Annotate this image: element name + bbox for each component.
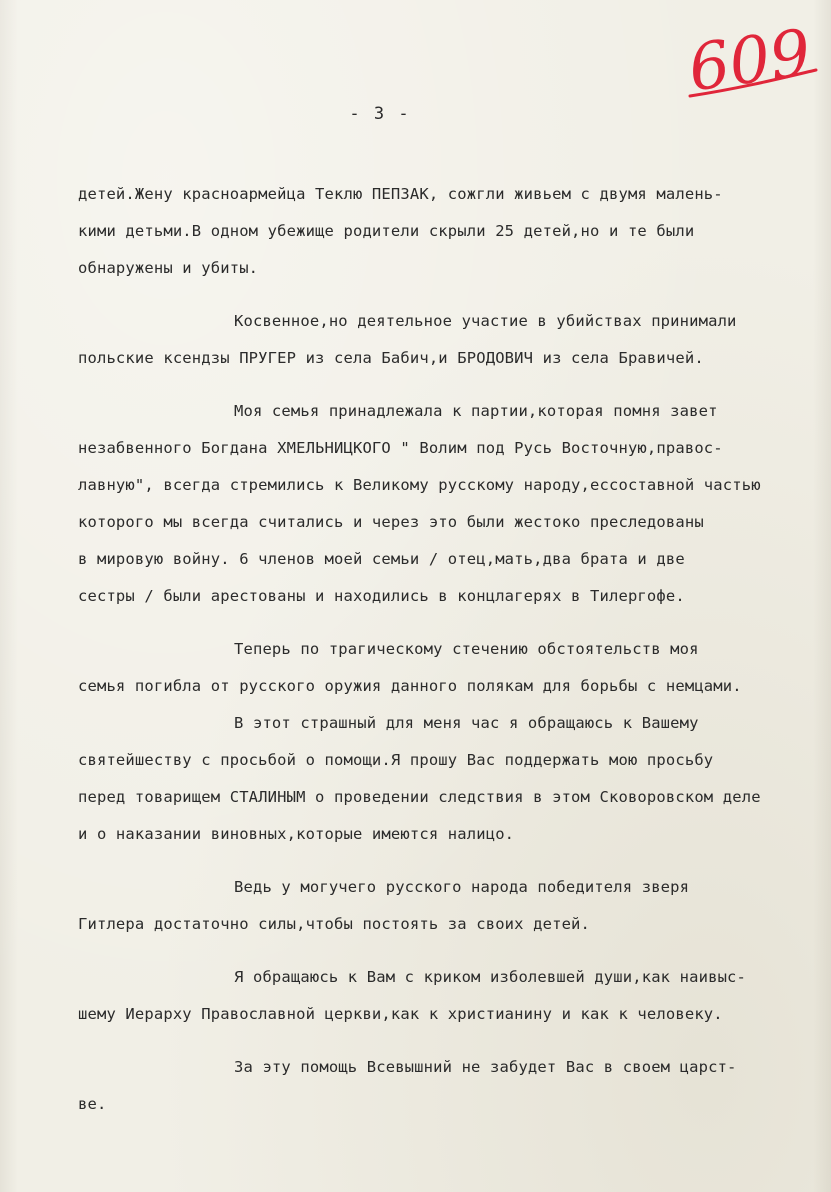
text-line: и о наказании виновных,которые имеются налицо. <box>78 825 515 843</box>
text-line: ве. <box>78 1095 107 1113</box>
paragraph-gap <box>78 377 816 393</box>
page-number: - 3 - <box>349 104 411 124</box>
paragraph-gap <box>78 943 816 959</box>
text-line: шему Иерарху Православной церкви,как к христианину и как к человеку. <box>78 1005 723 1023</box>
text-line: перед товарищем СТАЛИНЫМ о проведении следствия в этом Сковоровском деле <box>78 788 761 806</box>
text-line: сестры / были арестованы и находились в концлагерях в Тилергофе. <box>78 587 685 605</box>
text-line: лавную", всегда стремились к Великому русскому народу,ессоставной частью <box>78 476 761 494</box>
text-line: которого мы всегда считались и через это были жестоко преследованы <box>78 513 704 531</box>
text-line: Гитлера достаточно силы,чтобы постоять за своих детей. <box>78 915 591 933</box>
archive-number-stamp <box>682 4 822 108</box>
text-line: Косвенное,но деятельное участие в убийствах принимали <box>234 312 737 330</box>
paragraph-gap <box>78 287 816 303</box>
text-line: Моя семья принадлежала к партии,которая помня завет <box>234 402 718 420</box>
letter-body <box>78 176 816 1123</box>
paragraph-gap <box>78 1033 816 1049</box>
paragraph-gap <box>78 853 816 869</box>
text-line: За эту помощь Всевышний не забудет Вас в своем царст- <box>234 1058 737 1076</box>
text-line: в мировую войну. 6 членов моей семьи / отец,мать,два брата и две <box>78 550 685 568</box>
archive-number-handwriting <box>682 4 822 108</box>
text-line: незабвенного Богдана ХМЕЛЬНИЦКОГО " Волим под Русь Восточную,правос- <box>78 439 723 457</box>
text-line: Я обращаюсь к Вам с криком изболевшей души,как наивыс- <box>234 968 747 986</box>
text-line: В этот страшный для меня час я обращаюсь к Вашему <box>234 714 699 732</box>
text-line: детей.Жену красноармейца Теклю ПЕПЗАК, сожгли живьем с двумя малень- <box>78 185 723 203</box>
text-line: Теперь по трагическому стечению обстоятельств моя <box>234 640 699 658</box>
paragraph-gap <box>78 615 816 631</box>
text-line: польские ксендзы ПРУГЕР из села Бабич,и БРОДОВИЧ из села Бравичей. <box>78 349 704 367</box>
text-line: кими детьми.В одном убежище родители скрыли 25 детей,но и те были <box>78 222 695 240</box>
text-line: Ведь у могучего русского народа победителя зверя <box>234 878 690 896</box>
text-line: семья погибла от русского оружия данного полякам для борьбы с немцами. <box>78 677 742 695</box>
archive-number-text: 609 <box>684 16 816 107</box>
text-line: обнаружены и убиты. <box>78 259 259 277</box>
text-line: святейшеству с просьбой о помощи.Я прошу Вас поддержать мою просьбу <box>78 751 714 769</box>
